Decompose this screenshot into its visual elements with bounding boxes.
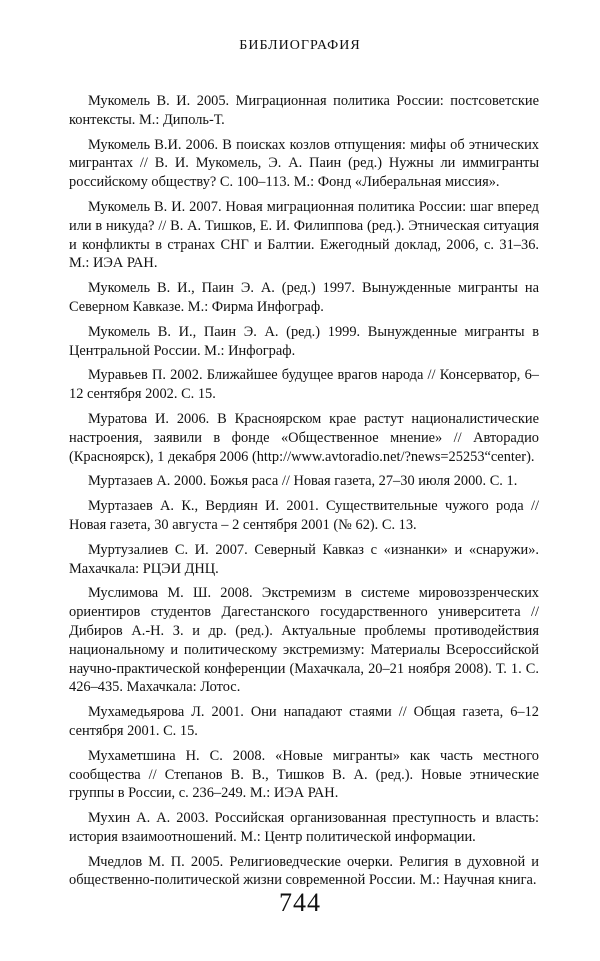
bibliography-entry: Мукомель В. И. 2007. Новая миграционная политика России: шаг вперед или в никуда? // В. А. Тишков, Е. И. Филиппова (ред.). Этническая ситуация и конфликты в странах СНГ и Балтии. Ежегодный доклад, 2006, с. 31–36. М.: ИЭА РАН.	[69, 198, 539, 272]
bibliography-entry: Мукомель В. И., Паин Э. А. (ред.) 1999. Вынужденные мигранты в Центральной России. М.: Инфограф.	[69, 323, 539, 359]
page-number: 744	[279, 888, 321, 917]
running-head: БИБЛИОГРАФИЯ	[239, 38, 361, 53]
bibliography-entry: Муслимова М. Ш. 2008. Экстремизм в системе мировоззренческих ориентиров студентов Дагестанского государственного университета // Дибиров А.-Н. З. и др. (ред.). Актуальные проблемы противодействия национальному и политическому экстремизму: Материалы Всероссийской научно-практической конференции (Махачкала, 20–21 ноября 2008). Т. 1. С. 426–435. Махачкала: Лотос.	[69, 585, 539, 696]
bibliography-entry: Мукомель В. И., Паин Э. А. (ред.) 1997. Вынужденные мигранты на Северном Кавказе. М.: Фирма Инфограф.	[69, 280, 539, 315]
bibliography-entry: Муртазаев А. 2000. Божья раса // Новая газета, 27–30 июля 2000. С. 1.	[88, 473, 518, 490]
bibliography-entry: Муравьев П. 2002. Ближайшее будущее врагов народа // Консерватор, 6–12 сентября 2002. С. 15.	[69, 367, 539, 403]
bibliography-entry: Мчедлов М. П. 2005. Религиоведческие очерки. Религия в духовной и общественно-политической жизни современной России. М.: Научная книга.	[69, 853, 539, 889]
bibliography-list	[69, 92, 539, 896]
bibliography-entry: Муратова И. 2006. В Красноярском крае растут националистические настроения, заявили в фонде «Общественное мнение» // Авторадио (Красноярск), 1 декабря 2006 (http://www.avtoradio.net/?news=25253“center).	[69, 410, 539, 465]
bibliography-entry: Муртузалиев С. И. 2007. Северный Кавказ с «изнанки» и «снаружи». Махачкала: РЦЭИ ДНЦ.	[69, 541, 539, 577]
bibliography-entry: Мухамедьярова Л. 2001. Они нападают стаями // Общая газета, 6–12 сентября 2001. С. 15.	[69, 704, 539, 739]
bibliography-entry: Мухаметшина Н. С. 2008. «Новые мигранты» как часть местного сообщества // Степанов В. В., Тишков В. А. (ред.). Новые этнические группы в России, с. 236–249. М.: ИЭА РАН.	[69, 747, 539, 802]
bibliography-entry: Мухин А. А. 2003. Российская организованная преступность и власть: история взаимоотношений. М.: Центр политической информации.	[69, 810, 539, 845]
bibliography-entry: Мукомель В. И. 2005. Миграционная политика России: постсоветские контексты. М.: Диполь-Т.	[69, 93, 539, 128]
bibliography-entry: Мукомель В.И. 2006. В поисках козлов отпущения: мифы об этнических мигрантах // В. И. Мукомель, Э. А. Паин (ред.) Нужны ли иммигранты российскому обществу? С. 100–113. М.: Фонд «Либеральная миссия».	[69, 136, 539, 191]
bibliography-entry: Муртазаев А. К., Вердиян И. 2001. Существительные чужого рода // Новая газета, 30 августа – 2 сентября 2001 (№ 62). С. 13.	[69, 498, 539, 533]
